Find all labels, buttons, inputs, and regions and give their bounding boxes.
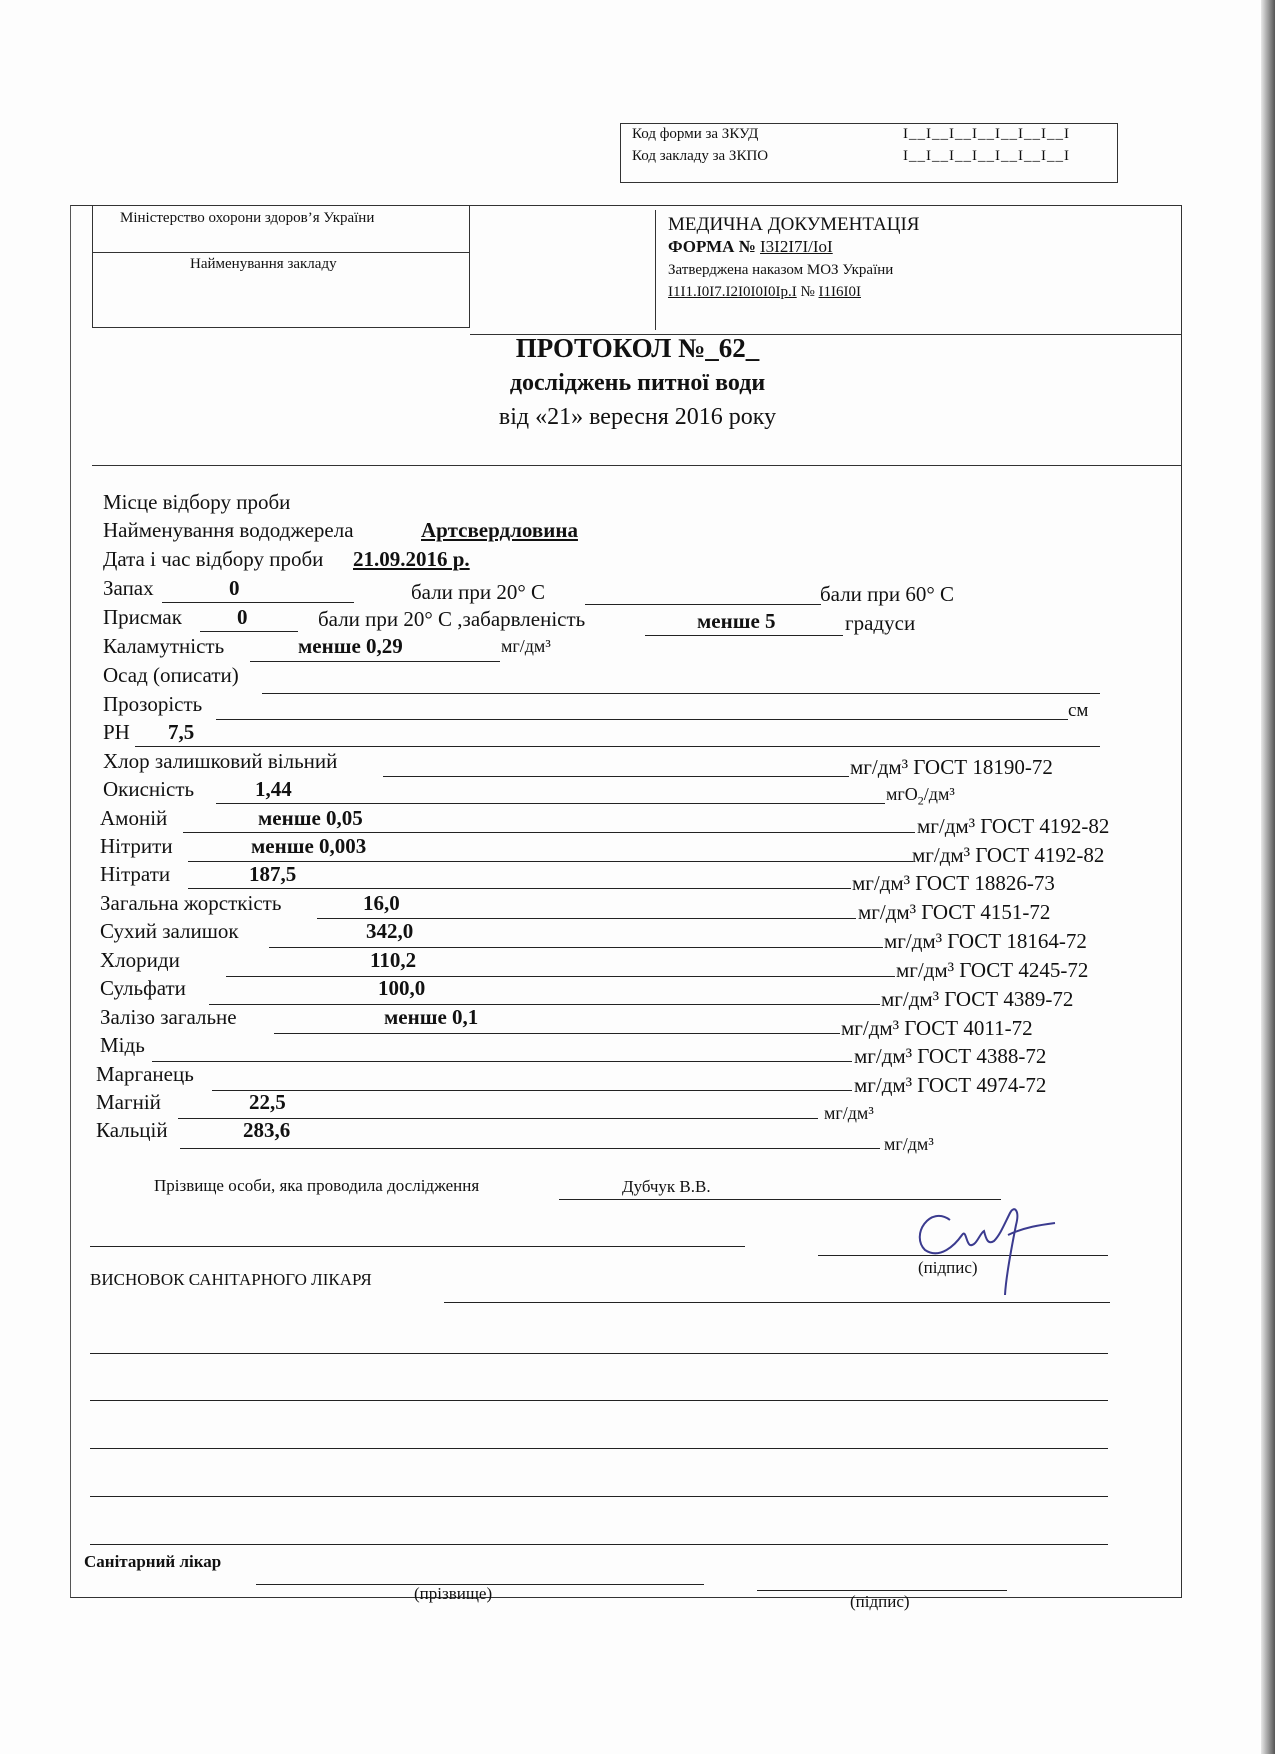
form-number-line <box>668 237 833 257</box>
title-bottom-line <box>92 465 1182 466</box>
surname-caption: (прізвище) <box>414 1584 493 1603</box>
chlorine-unit: мг/дм³ ГОСТ 18190-72 <box>850 755 1053 779</box>
chlorides-line <box>226 976 895 977</box>
manganese-unit: мг/дм³ ГОСТ 4974-72 <box>854 1073 1047 1097</box>
place-label: Місце відбору проби <box>103 490 291 514</box>
chlorides-value: 110,2 <box>370 948 417 972</box>
manganese-label: Марганець <box>96 1062 194 1086</box>
calcium-line <box>180 1148 880 1149</box>
conclusion-label: ВИСНОВОК САНІТАРНОГО ЛІКАРЯ <box>90 1270 372 1289</box>
form-prefix: ФОРМА № <box>668 237 756 256</box>
conclusion-line-5 <box>90 1496 1108 1497</box>
doctor-signature-caption: (підпис) <box>850 1592 910 1611</box>
sulfates-value: 100,0 <box>378 976 426 1000</box>
order-no-prefix: № <box>800 284 815 300</box>
oxid-unit-sub: 2 <box>917 793 924 808</box>
color-line <box>645 635 843 636</box>
turbidity-value: менше 0,29 <box>298 634 403 658</box>
nitrates-label: Нітрати <box>100 862 171 886</box>
zkpo-label: Код закладу за ЗКПО <box>632 148 769 164</box>
signature-caption: (підпис) <box>918 1258 978 1277</box>
source-value: Артсвердловина <box>421 518 578 542</box>
hardness-unit: мг/дм³ ГОСТ 4151-72 <box>858 900 1051 924</box>
iron-unit: мг/дм³ ГОСТ 4011-72 <box>841 1016 1033 1040</box>
conclusion-line-2 <box>90 1353 1108 1354</box>
conclusion-line-6 <box>90 1544 1108 1545</box>
chlorine-line <box>383 776 849 777</box>
iron-value: менше 0,1 <box>384 1005 479 1029</box>
nitrites-label: Нітрити <box>100 834 173 858</box>
ph-value: 7,5 <box>168 720 195 744</box>
color-unit: градуси <box>845 611 916 635</box>
zkud-cells: І__І__І__І__І__І__І__І <box>903 126 1070 142</box>
oxid-unit-pre: мгО <box>886 784 918 804</box>
datetime-value: 21.09.2016 р. <box>353 547 470 571</box>
taste-label: Присмак <box>103 605 182 629</box>
iron-label: Залізо загальне <box>100 1005 237 1029</box>
scan-edge-shadow <box>1261 0 1275 1754</box>
sulfates-unit: мг/дм³ ГОСТ 4389-72 <box>881 987 1074 1011</box>
zkpo-cells: І__І__І__І__І__І__І__І <box>903 148 1070 164</box>
nitrites-line <box>188 861 913 862</box>
transparency-line <box>216 719 1068 720</box>
ph-line <box>135 746 1100 747</box>
residue-label: Сухий залишок <box>100 919 239 943</box>
institution-caption: Найменування закладу <box>190 256 337 272</box>
nitrites-value: менше 0,003 <box>251 834 367 858</box>
blank-line-1 <box>90 1246 745 1247</box>
order-date: І1І1.І0І7.І2І0І0І0Ір.І <box>668 284 797 300</box>
protocol-title: ПРОТОКОЛ №_62_ <box>515 333 760 363</box>
nitrates-unit: мг/дм³ ГОСТ 18826-73 <box>852 871 1055 895</box>
turbidity-unit: мг/дм³ <box>501 636 551 656</box>
hardness-label: Загальна жорсткість <box>100 891 282 915</box>
transparency-unit: см <box>1068 700 1089 721</box>
residue-value: 342,0 <box>366 919 414 943</box>
order-line <box>668 284 861 301</box>
protocol-subtitle: досліджень питної води <box>509 370 766 396</box>
hardness-value: 16,0 <box>363 891 400 915</box>
researcher-name: Дубчук В.В. <box>622 1177 711 1196</box>
order-no: І1І6І0І <box>818 284 861 300</box>
turbidity-label: Каламутність <box>103 634 225 658</box>
nitrates-line <box>188 888 851 889</box>
nitrites-unit: мг/дм³ ГОСТ 4192-82 <box>912 843 1105 867</box>
header-left-divider <box>92 252 470 253</box>
magnesium-unit: мг/дм³ <box>824 1103 874 1123</box>
sediment-label: Осад (описати) <box>103 663 239 687</box>
researcher-label: Прізвище особи, яка проводила дослідження <box>154 1176 480 1195</box>
sediment-line <box>262 693 1100 694</box>
chlorides-unit: мг/дм³ ГОСТ 4245-72 <box>896 958 1089 982</box>
turbidity-line <box>250 661 500 662</box>
calcium-label: Кальцій <box>96 1118 168 1142</box>
conclusion-line-4 <box>90 1448 1108 1449</box>
residue-line <box>269 947 883 948</box>
doctor-label: Санітарний лікар <box>84 1552 222 1571</box>
residue-unit: мг/дм³ ГОСТ 18164-72 <box>884 929 1087 953</box>
magnesium-value: 22,5 <box>249 1090 286 1114</box>
oxid-unit-post: /дм³ <box>923 784 955 804</box>
taste-line <box>200 631 298 632</box>
form-number: І3І2І7І/ІоІ <box>760 237 833 256</box>
sulfates-label: Сульфати <box>100 976 186 1000</box>
magnesium-label: Магній <box>96 1090 161 1114</box>
ammonium-line <box>183 832 915 833</box>
ammonium-value: менше 0,05 <box>258 806 363 830</box>
oxid-value: 1,44 <box>255 777 292 801</box>
approved-line: Затверджена наказом МОЗ України <box>668 262 894 278</box>
iron-line <box>274 1033 840 1034</box>
copper-line <box>152 1061 852 1062</box>
med-doc-heading: МЕДИЧНА ДОКУМЕНТАЦІЯ <box>668 214 920 235</box>
smell-unit20: бали при 20° С <box>411 580 546 604</box>
ministry-name: Міністерство охорони здоров’я України <box>120 210 375 226</box>
taste-unit: бали при 20° С ,забарвленість <box>318 607 586 631</box>
doctor-signature-line <box>757 1590 1007 1591</box>
manganese-line <box>212 1090 852 1091</box>
handwritten-signature <box>880 1195 1100 1305</box>
taste-value: 0 <box>237 605 248 629</box>
smell-label: Запах <box>103 576 154 600</box>
oxid-label: Окисність <box>103 777 195 801</box>
datetime-label: Дата і час відбору проби <box>103 547 324 571</box>
ammonium-label: Амоній <box>100 806 168 830</box>
copper-label: Мідь <box>100 1033 145 1057</box>
source-label: Найменування вододжерела <box>103 518 354 542</box>
sulfates-line <box>209 1004 880 1005</box>
protocol-date: від «21» вересня 2016 року <box>498 404 777 430</box>
color-value: менше 5 <box>697 609 776 633</box>
zkud-label: Код форми за ЗКУД <box>632 126 759 142</box>
transparency-label: Прозорість <box>103 692 203 716</box>
conclusion-line-3 <box>90 1400 1108 1401</box>
chlorides-label: Хлориди <box>100 948 180 972</box>
calcium-value: 283,6 <box>243 1118 291 1142</box>
conclusion-line-1 <box>444 1302 1110 1303</box>
smell-unit60: бали при 60° С <box>820 582 955 606</box>
oxid-unit <box>886 784 955 809</box>
header-right-divider <box>655 210 656 330</box>
ammonium-unit: мг/дм³ ГОСТ 4192-82 <box>917 814 1110 838</box>
smell-line <box>162 602 354 603</box>
copper-unit: мг/дм³ ГОСТ 4388-72 <box>854 1044 1047 1068</box>
smell-60-line <box>585 604 821 605</box>
oxid-line <box>216 803 885 804</box>
ph-label: РН <box>103 720 130 744</box>
smell-value: 0 <box>229 576 240 600</box>
nitrates-value: 187,5 <box>249 862 297 886</box>
calcium-unit: мг/дм³ <box>884 1134 934 1154</box>
chlorine-label: Хлор залишковий вільний <box>103 749 338 773</box>
